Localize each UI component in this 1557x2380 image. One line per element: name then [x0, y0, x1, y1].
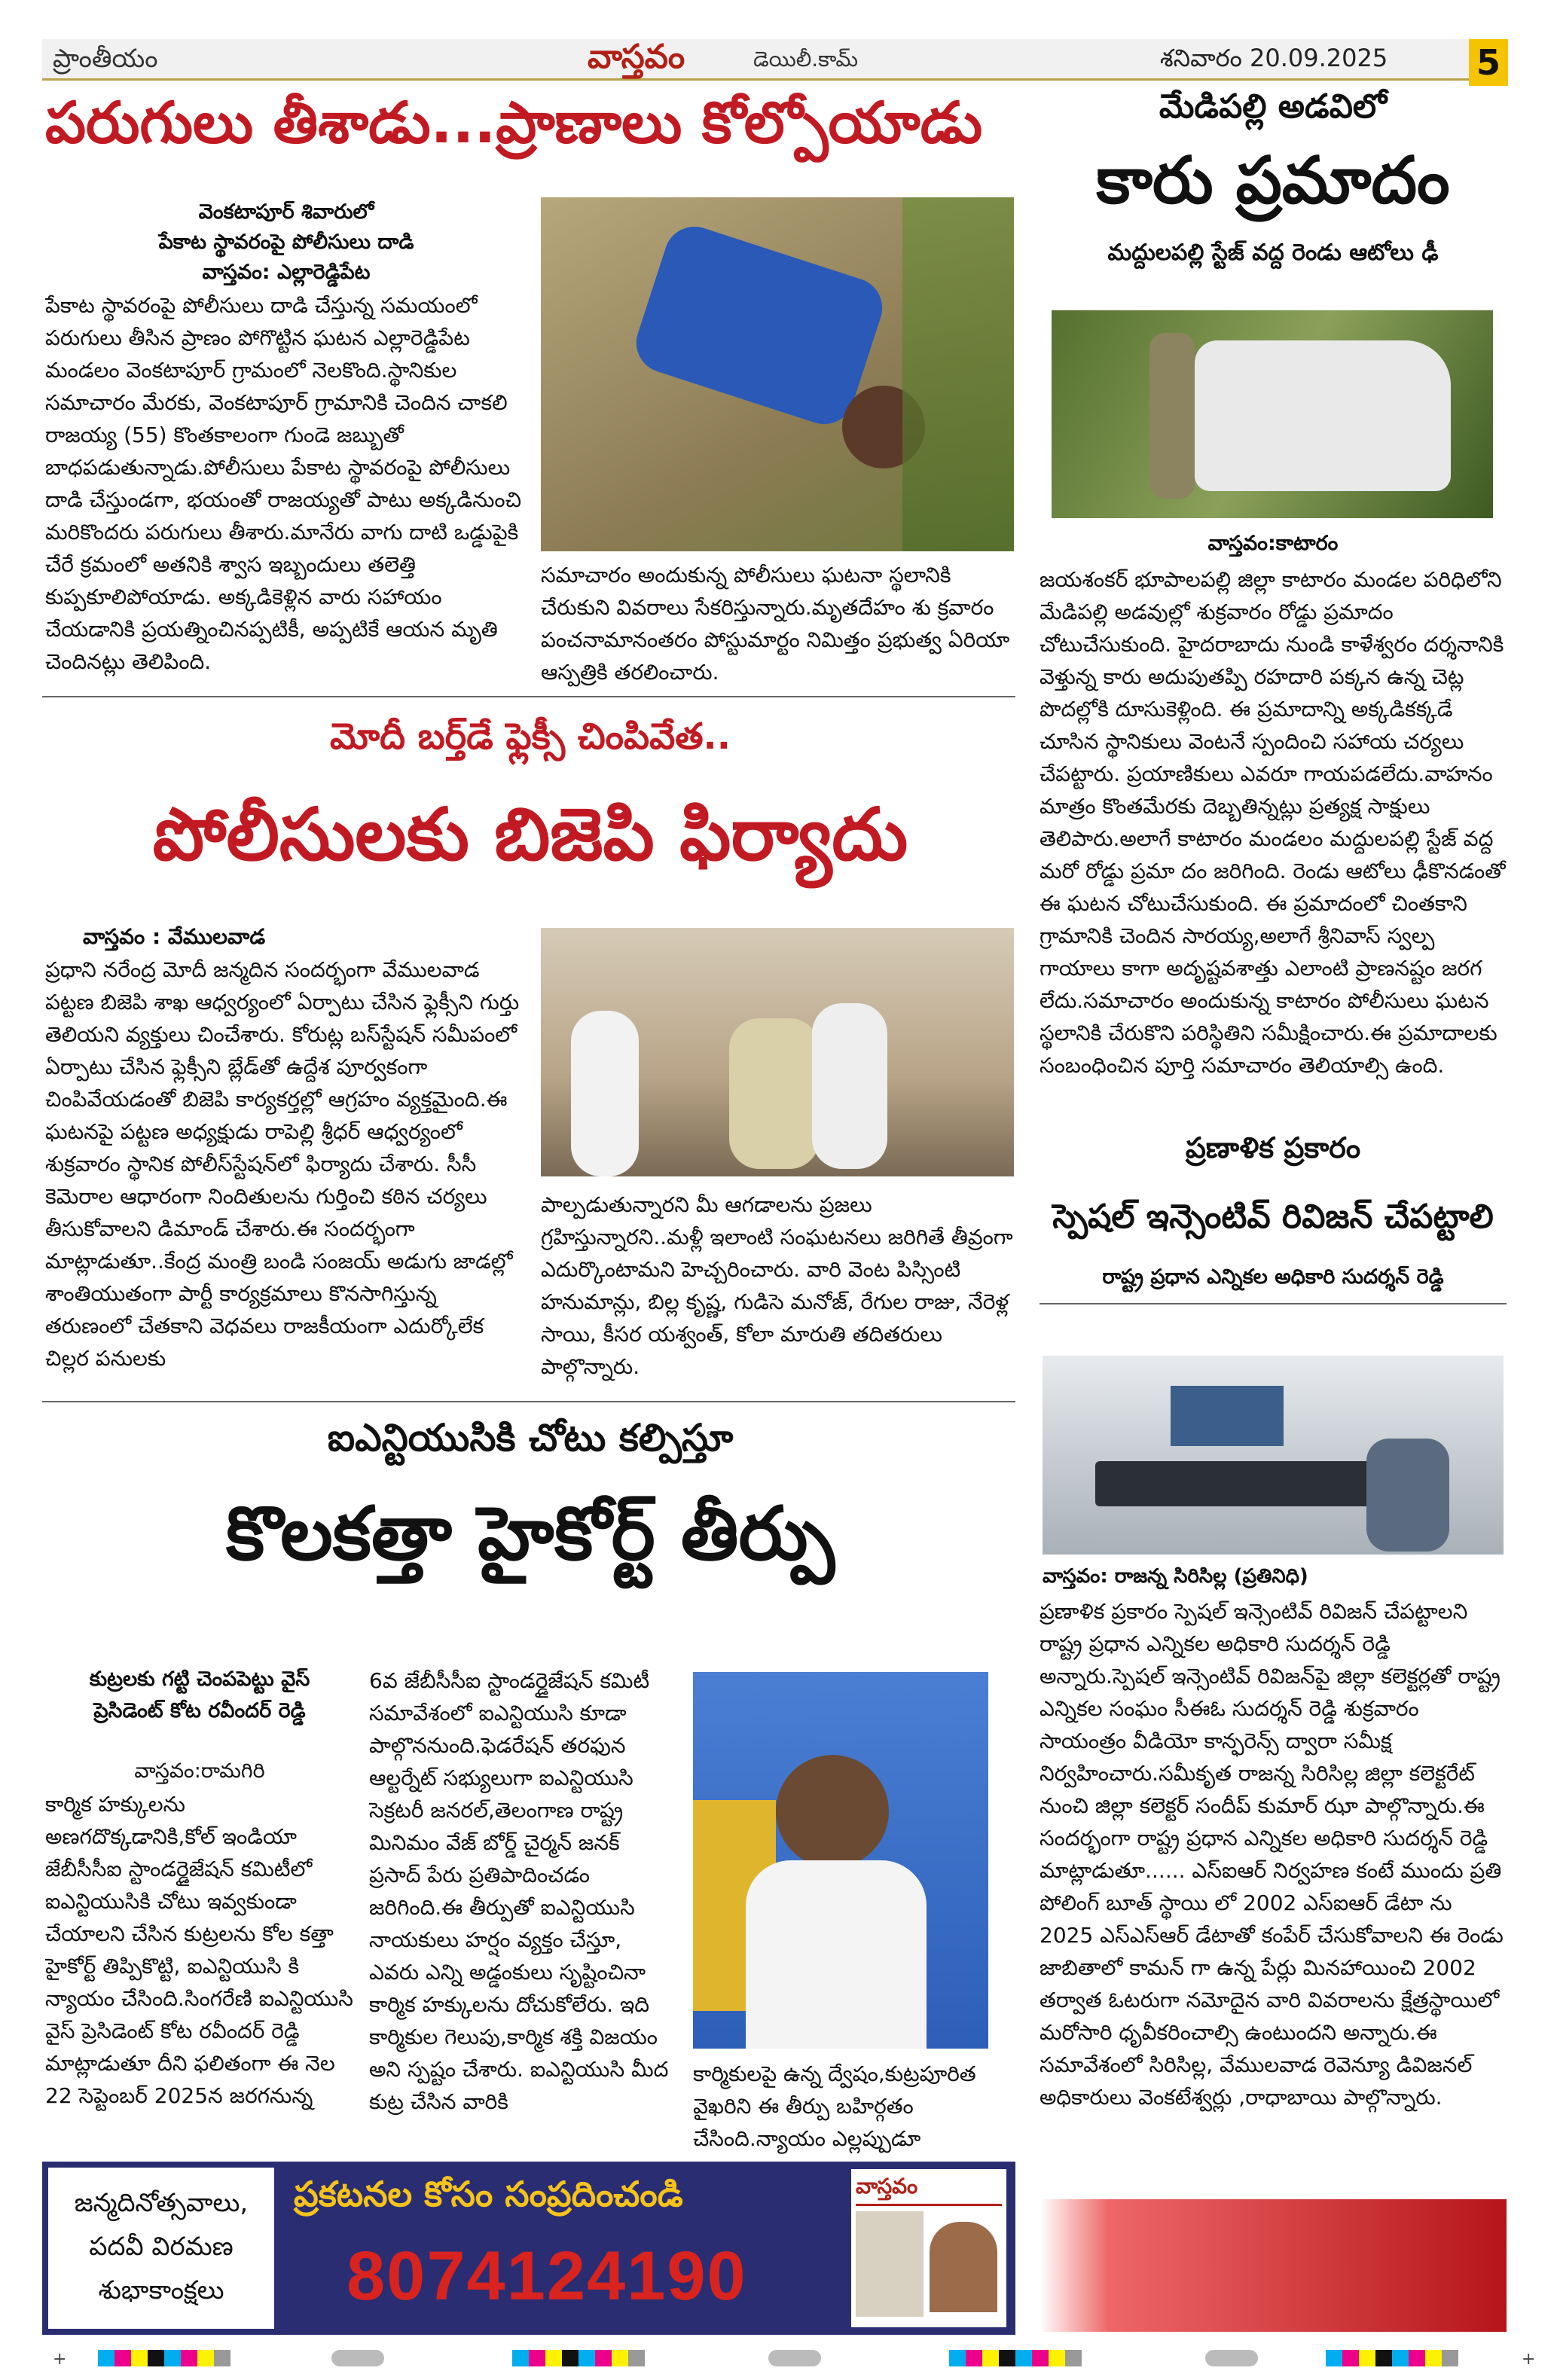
story1-headline: పరుగులు తీశాడు...ప్రాణాలు కోల్పోయాడు: [45, 89, 983, 156]
color-bar: [98, 2350, 230, 2366]
story5-photo: [693, 1672, 988, 2049]
registration-dot: [768, 2350, 821, 2366]
ad-thumbnail: [851, 2169, 1006, 2327]
color-bar: [949, 2350, 1082, 2366]
story4-dateline: వాస్తవం: రాజన్న సిరిసిల్ల (ప్రతినిధి): [1043, 1565, 1308, 1588]
ad-thumb-portrait: [930, 2222, 997, 2312]
color-bar: [512, 2350, 645, 2366]
story3-headline: పోలీసులకు బిజెపి ఫిర్యాదు: [152, 792, 908, 877]
story4-body: ప్రణాళిక ప్రకారం స్పెషల్ ఇన్సెంటివ్ రివిజన్ చేపట్టాలని రాష్ట్ర ప్రధాన ఎన్నికల అధికారి సుదర్శన్ రెడ్డి అన్నారు.స్పెషల్ ఇన్సెంటివ్ రివిజన్‌పై జిల్లా కలెక్టర్లతో రాష్ట్ర ఎన్నికల సంఘం సీఈఓ సుదర్శన్ రెడ్డి శుక్రవారం సాయంత్రం వీడియో కాన్ఫరెన్స్ ద్వారా సమీక్ష నిర్వహించారు.సమీకృత రాజన్న సిరిసిల్ల జిల్లా కలెక్టరేట్ నుంచి జిల్లా కలెక్టర్ సందీప్ కుమార్ ఝా పాల్గొన్నారు.ఈ సందర్భంగా రాష్ట్ర ప్రధాన ఎన్నికల అధికారి సుదర్శన్ రెడ్డి మాట్లాడుతూ...... ఎస్ఐఆర్ నిర్వహణ కంటే ముందు ప్రతి పోలింగ్ బూత్ స్థాయి లో 2002 ఎస్ఐఆర్ డేటా ను 2025 ఎస్ఎస్ఆర్ డేటాతో కంపేర్ చేసుకోవాలని ఈ రెండు జాబితాలో కామన్ గా ఉన్న పేర్లు మినహాయించి 2002 తర్వాత ఓటరుగా నమోదైన వారి వివరాలను క్షేత్రస్థాయిలో మరోసారి ధృవీకరించాల్సి ఉంటుందని అన్నారు.ఈ సమావేశంలో సిరిసిల్ల, వేములవాడ రెవెన్యూ డివిజనల్ అధికారులు వెంకటేశ్వర్లు ,రాధాబాయి పాల్గొన్నారు.: [1040, 1599, 1504, 2110]
story5-col2: 6వ జేబీసీసీఐ స్టాండర్డైజేషన్ కమిటీ సమావేశంలో ఐఎన్టియుసి కూడా పాల్గొననుంది.ఫెడరేషన్ తరఫున ఆల్టర్నేట్ సభ్యులుగా ఐఎన్టియుసి సెక్రటరీ జనరల్,తెలంగాణ రాష్ట్ర మినిమం వేజ్ బోర్డ్ చైర్మన్ జనక్ ప్రసాద్ పేరు ప్రతిపాదించడం జరిగింది.ఈ తీర్పుతో ఐఎన్టియుసి నాయకులు హర్షం వ్యక్తం చేస్తూ, ఎవరు ఎన్ని అడ్డంకులు సృష్టించినా కార్మిక హక్కులను దోచుకోలేరు. ఇది కార్మికుల గెలుపు,కార్మిక శక్తి విజయం అని స్పష్టం చేశారు. ఐఎన్టియుసి మీద కుట్ర చేసిన వారికి: [369, 1668, 669, 2114]
story2-dateline: వాస్తవం:కాటారం: [1207, 532, 1339, 555]
masthead-logo: వాస్తవం: [588, 38, 685, 76]
story1-sub2: పేకాట స్థావరంపై పోలీసులు దాడి: [158, 230, 414, 254]
story1-body: పేకాట స్థావరంపై పోలీసులు దాడి చేస్తున్న సమయంలో పరుగులు తీసిన ప్రాణం పోగొట్టిన ఘటన ఎల్లారెడ్డిపేట మండలం వెంకటాపూర్ గ్రామంలో నెలకొంది.స్థానికుల సమాచారం మేరకు, వెంకటాపూర్ గ్రామానికి చెందిన చాకలి రాజయ్య (55) కొంతకాలంగా గుండె జబ్బుతో బాధపడుతున్నాడు.పోలీసులు పేకాట స్థావరంపై పోలీసులు దాడి చేస్తుండగా, భయంతో రాజయ్యతో పాటు అక్కడినుంచి మరికొందరు పరుగులు తీశారు.మానేరు వాగు దాటి ఒడ్డుపైకి చేరే క్రమంలో అతనికి శ్వాస ఇబ్బందులు తలెత్తి కుప్పకూలిపోయాడు. అక్కడికెళ్లిన వారు సహాయం చేయడానికి ప్రయత్నించినప్పటికీ, అప్పటికే ఆయన మృతి చెందినట్లు తెలిపింది.: [45, 293, 522, 674]
story3-body2: పాల్పడుతున్నారని మీ ఆగడాలను ప్రజలు గ్రహిస్తున్నారని..మళ్లీ ఇలాంటి సంఘటనలు జరిగితే తీవ్రంగా ఎదుర్కొంటామని హెచ్చరించారు. వారి వెంట పిస్సింటి హనుమాన్లు, బిల్ల కృష్ణ, గుడిసె మనోజ్, రేగుల రాజు, నేరెళ్ల సాయి, కీసర యశ్వంత్, కోలా మారుతి తదితరులు పాల్గొన్నారు.: [541, 1192, 1013, 1379]
story4-sub: రాష్ట్ర ప్రధాన ఎన్నికల అధికారి సుదర్శన్ రెడ్డి: [1102, 1265, 1444, 1289]
ad-thumb-text-block: [856, 2211, 924, 2317]
page-number: 5: [1469, 39, 1508, 86]
story2-kicker: మేడిపల్లి అడవిలో: [1159, 87, 1388, 126]
story2-body: జయశంకర్ భూపాలపల్లి జిల్లా కాటారం మండల పరిధిలోని మేడిపల్లి అడవుల్లో శుక్రవారం రోడ్డు ప్రమాదం చోటుచేసుకుంది. హైదరాబాదు నుండి కాళేశ్వరం దర్శనానికి వెళ్తున్న కారు అదుపుతప్పి రహదారి పక్కన ఉన్న చెట్ల పొదల్లోకి దూసుకెళ్లింది. ఈ ప్రమాదాన్ని అక్కడికక్కడే చూసిన స్థానికులు వెంటనే స్పందించి సహాయ చర్యలు చేపట్టారు. ప్రయాణికులు ఎవరూ గాయపడలేదు.వాహనం మాత్రం కొంతమేరకు దెబ్బతిన్నట్లు ప్రత్యక్ష సాక్షులు తెలిపారు.అలాగే కాటారం మండలం మద్దులపల్లి స్టేజ్ వద్ద మరో రోడ్డు ప్రమా దం జరిగింది. రెండు ఆటోలు ఢీకొనడంతో ఈ ఘటన చోటుచేసుకుంది. ఈ ప్రమాదంలో చింతకాని గ్రామానికి చెందిన సారయ్య,అలాగే శ్రీనివాస్ స్వల్ప గాయాలు కాగా అదృష్టవశాత్తు ఎలాంటి ప్రాణనష్టం జరగ లేదు.సమాచారం అందుకున్న కాటారం పోలీసులు ఘటన స్థలానికి చేరుకొని పరిస్థితిని సమీక్షించారు.ఈ ప్రమాదాలకు సంబంధించిన పూర్తి సమాచారం తెలియాల్సి ఉంది.: [1040, 567, 1506, 1078]
story5-col3: కార్మికులపై ఉన్న ద్వేషం,కుట్రపూరిత వైఖరిని ఈ తీర్పు బహిర్గతం చేసింది.న్యాయం ఎల్లప్పుడూ: [693, 2061, 976, 2151]
story5-sub1: కుట్రలకు గట్టి చెంపపెట్టు వైస్: [89, 1668, 310, 1691]
story3-kicker: మోదీ బర్త్‌డే ఫ్లెక్సీ చింపివేత..: [329, 716, 731, 758]
story2-photo: [1052, 310, 1493, 518]
registration-dot: [331, 2350, 384, 2366]
story1-body2: సమాచారం అందుకున్న పోలీసులు ఘటనా స్థలానికి చేరుకుని వివరాలు సేకరిస్తున్నారు.మృతదేహం శు క్రవారం పంచనామానంతరం పోస్టుమార్టం నిమిత్తం ప్రభుత్వ ఏరియా ఆస్పత్రికి తరలించారు.: [541, 563, 1010, 685]
ad-left-line1: జన్మదినోత్సవాలు,: [74, 2188, 249, 2218]
story1-sub1: వెంకటాపూర్ శివారులో: [198, 200, 374, 224]
ad-red-banner: [1040, 2199, 1507, 2332]
masthead-logo-sub: డెయిలీ.కామ్: [753, 47, 859, 72]
story3-dateline: వాస్తవం : వేములవాడ: [83, 924, 266, 949]
registration-mark: +: [1522, 2350, 1536, 2369]
story5-kicker: ఐఎన్టియుసికి చోటు కల్పిస్తూ: [327, 1416, 734, 1460]
color-bar: [1326, 2350, 1458, 2366]
story2-sub: మద్దులపల్లి స్టేజ్ వద్ద రెండు ఆటోలు ఢీ: [1107, 240, 1439, 266]
divider: [42, 1401, 1015, 1402]
divider: [1040, 1303, 1507, 1304]
ad-headline: ప్రకటనల కోసం సంప్రదించండి: [294, 2174, 683, 2214]
section-label: ప్రాంతీయం: [53, 44, 158, 74]
ad-phone-number: 8074124190: [347, 2238, 747, 2314]
registration-mark: +: [53, 2350, 67, 2369]
story5-col1: కార్మిక హక్కులను అణగదొక్కడానికి,కోల్ ఇండియా జేబీసీసీఐ స్టాండర్డైజేషన్ కమిటీలో ఐఎన్టియుసికి చోటు ఇవ్వకుండా చేయాలని చేసిన కుట్రలను కోల కత్తా హైకోర్ట్ తిప్పికొట్టి, ఐఎన్టియుసి కి న్యాయం చేసింది.సింగరేణి ఐఎన్టియుసి వైస్ ప్రెసిడెంట్ కోట రవీందర్ రెడ్డి మాట్లాడుతూ దీని ఫలితంగా ఈ నెల 22 సెప్టెంబర్ 2025న జరగనున్న: [45, 1792, 353, 2108]
story2-headline: కారు ప్రమాదం: [1096, 143, 1450, 218]
story4-kicker: ప్రణాళిక ప్రకారం: [1185, 1131, 1361, 1164]
story3-photo: [541, 928, 1014, 1176]
ad-thumb-logo: వాస్తవం: [856, 2174, 1002, 2206]
ad-left-line3: శుభాకాంక్షలు: [98, 2275, 224, 2305]
story5-headline: కొలకత్తా హైకోర్ట్ తీర్పు: [225, 1491, 835, 1577]
registration-dot: [1205, 2350, 1258, 2366]
ad-left-line2: పదవీ విరమణ: [89, 2232, 234, 2262]
issue-date: శనివారం 20.09.2025: [1160, 44, 1388, 72]
story4-photo: [1043, 1356, 1504, 1555]
divider: [42, 696, 1015, 697]
story5-sub2: ప్రెసిడెంట్ కోట రవీందర్ రెడ్డి: [93, 1699, 306, 1722]
story3-body: ప్రధాని నరేంద్ర మోదీ జన్మదిన సందర్భంగా వేములవాడ పట్టణ బిజెపి శాఖ ఆధ్వర్యంలో ఏర్పాటు చేసిన ఫ్లెక్సీని గుర్తు తెలియని వ్యక్తులు చించేశారు. కోరుట్ల బస్‌స్టేషన్ సమీపంలో ఏర్పాటు చేసిన ఫ్లెక్సీని బ్లేడ్‌తో ఉద్దేశ పూర్వకంగా చింపివేయడంతో బిజెపి కార్యకర్తల్లో ఆగ్రహం వ్యక్తమైంది.ఈ ఘటనపై పట్టణ అధ్యక్షుడు రాపెల్లి శ్రీధర్ ఆధ్వర్యంలో శుక్రవారం స్థానిక పోలీస్‌స్టేషన్‌లో ఫిర్యాదు చేశారు. సీసీ కెమెరాల ఆధారంగా నిందితులను గుర్తించి కఠిన చర్యలు తీసుకోవాలని డిమాండ్ చేశారు.ఈ సందర్భంగా మాట్లాడుతూ..కేంద్ర మంత్రి బండి సంజయ్ అడుగు జాడల్లో శాంతియుతంగా పార్టీ కార్యక్రమాలు కొనసాగిస్తున్న తరుణంలో చేతకాని వెధవలు రాజకీయంగా ఎదుర్కోలేక చిల్లర పనులకు: [45, 957, 520, 1371]
story1-dateline: వాస్తవం: ఎల్లారెడ్డిపేట: [202, 261, 371, 284]
story1-photo: [541, 197, 1014, 551]
story4-headline: స్పెషల్ ఇన్సెంటివ్ రివిజన్ చేపట్టాలి: [1052, 1198, 1494, 1236]
story5-dateline: వాస్తవం:రామగిరి: [134, 1759, 265, 1783]
